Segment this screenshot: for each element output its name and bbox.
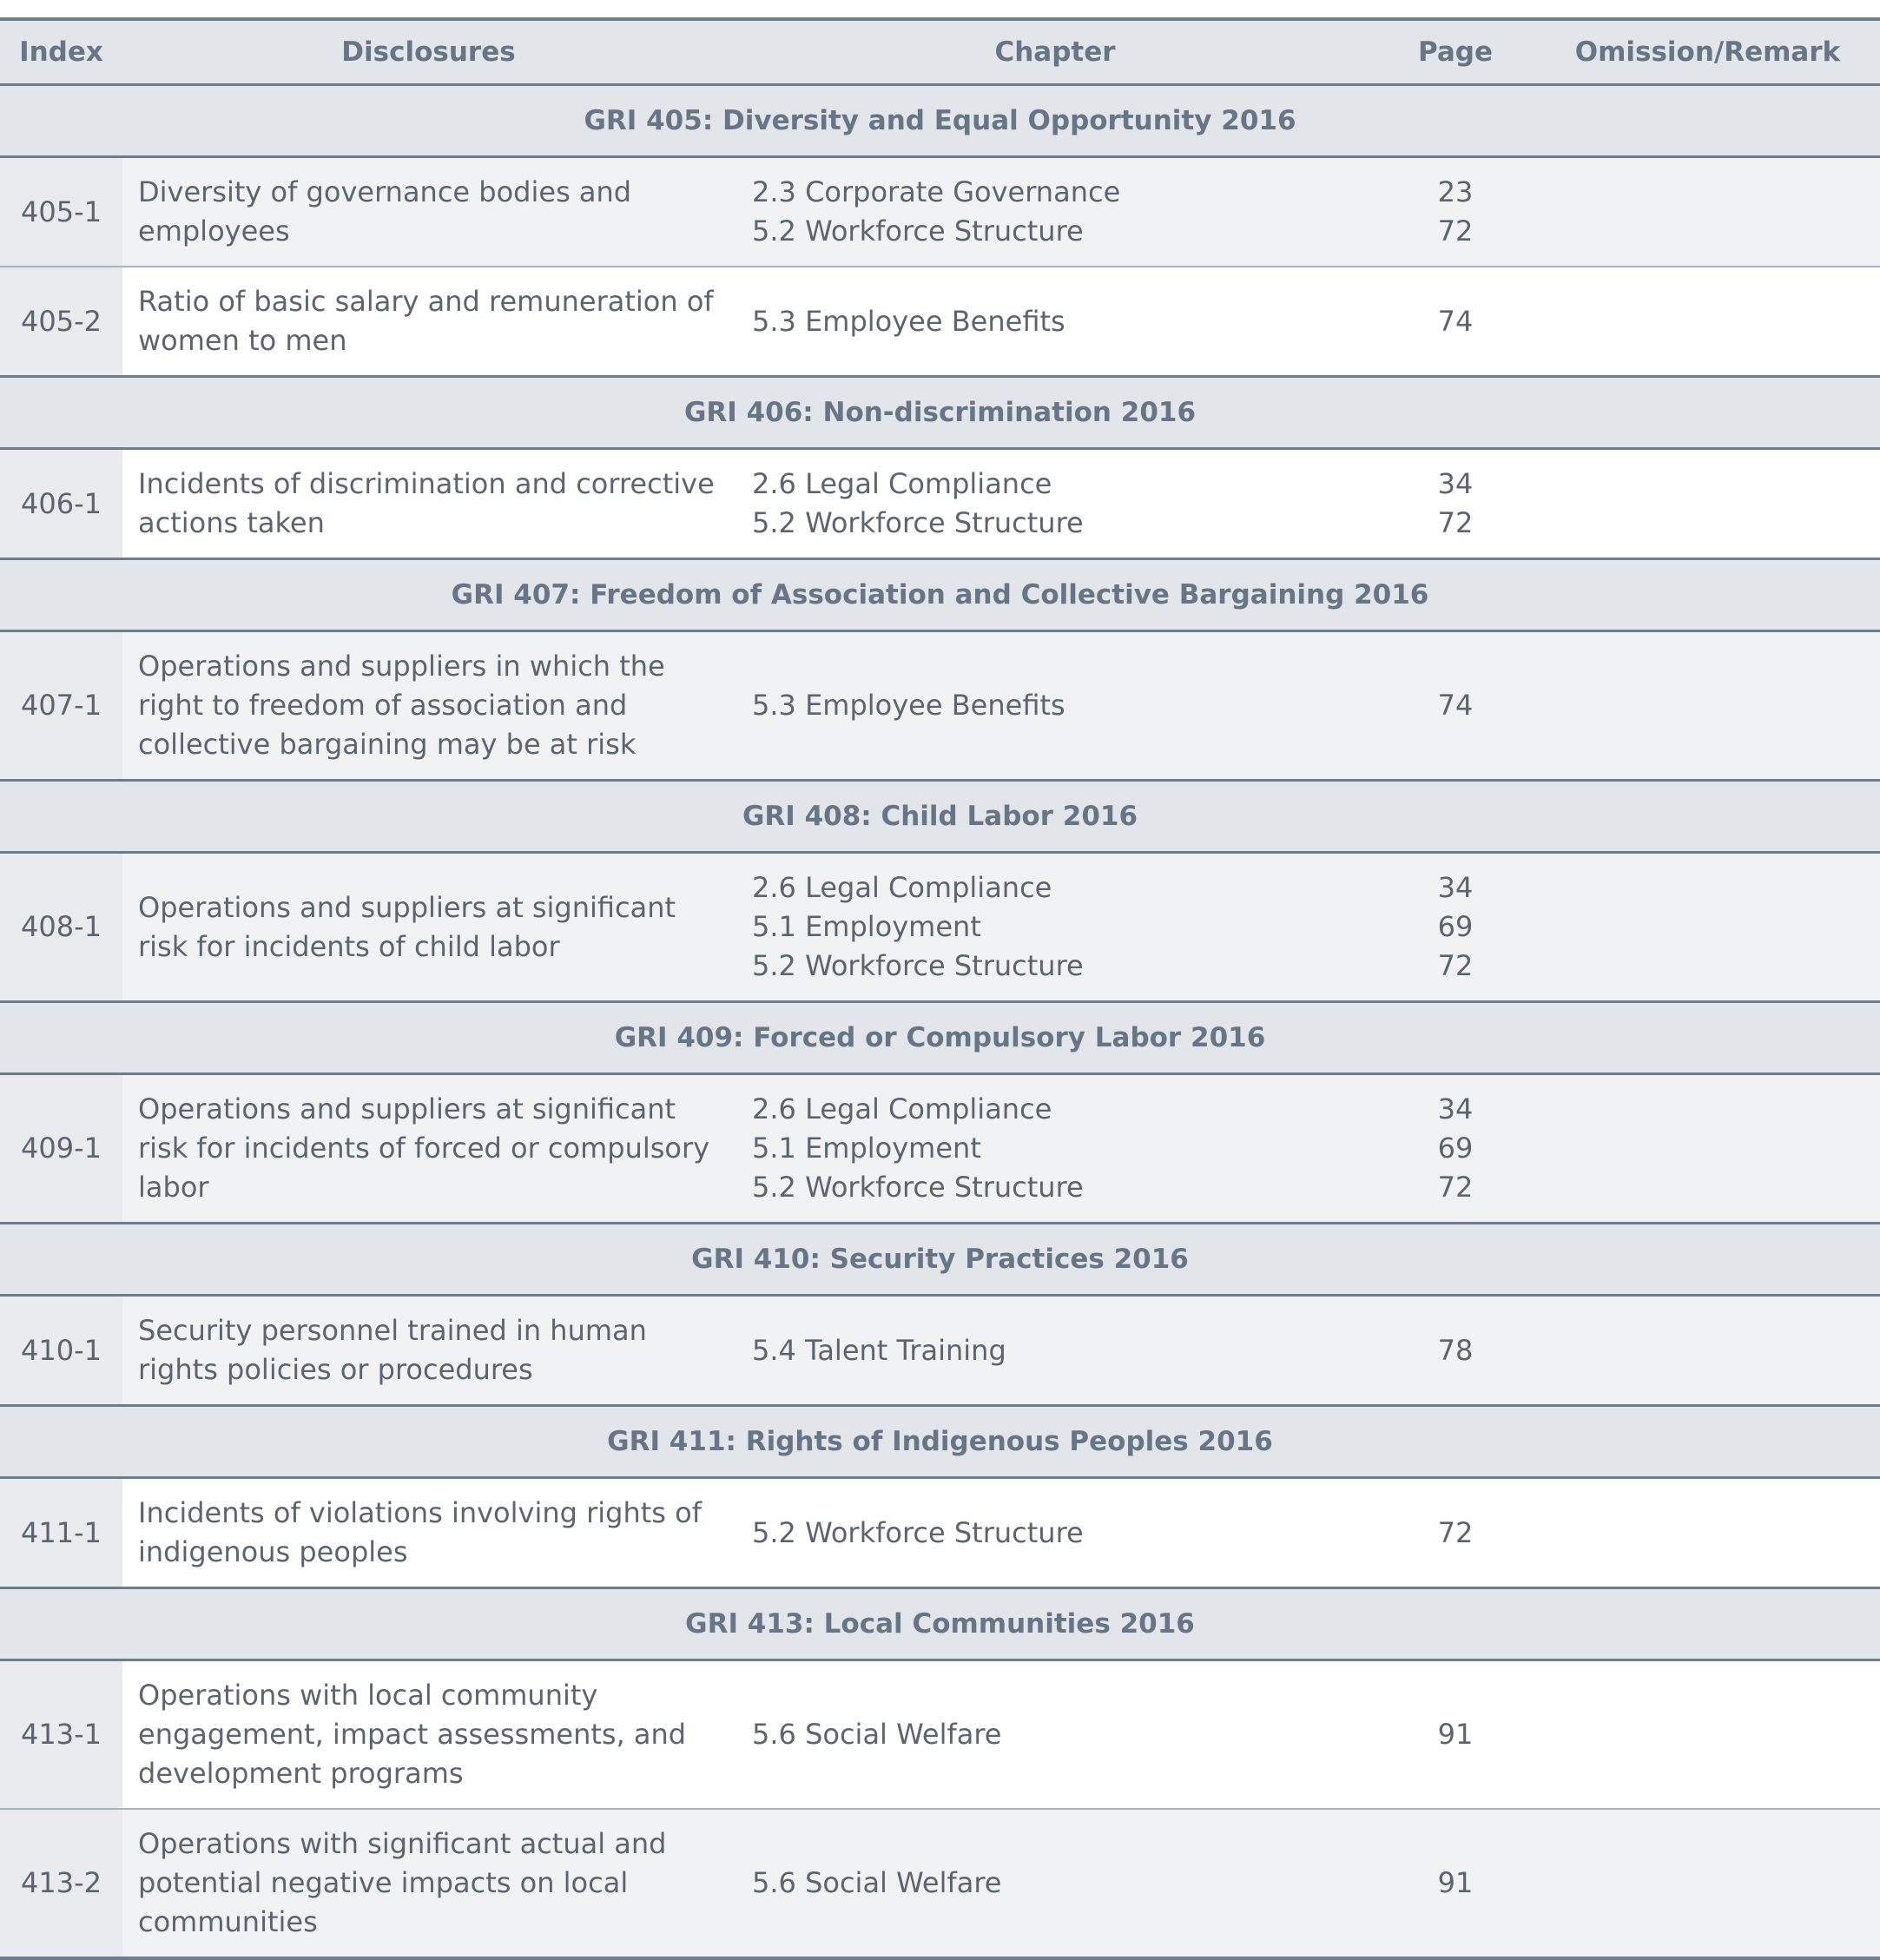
page-number: 34 [1437, 1092, 1474, 1125]
chapter-cell [735, 267, 1375, 377]
chapter-cell [735, 631, 1375, 781]
table-header-row [0, 19, 1880, 85]
page-cell [1375, 1478, 1535, 1588]
chapter-reference: 2.3 Corporate Governance [752, 175, 1121, 208]
page-cell [1375, 157, 1535, 267]
section-header-row [0, 85, 1880, 157]
table-body [0, 85, 1880, 1959]
section-title: GRI 407: Freedom of Association and Collective Bargaining 2016 [0, 559, 1880, 631]
page-number: 74 [1437, 689, 1474, 722]
page-cell [1375, 449, 1535, 559]
disclosure-index: 406-1 [0, 449, 122, 559]
chapter-reference: 5.3 Employee Benefits [752, 689, 1065, 722]
disclosure-text: Security personnel trained in human rights policies or procedures [138, 1314, 647, 1386]
disclosure-cell [122, 1478, 735, 1588]
chapter-reference: 5.2 Workforce Structure [752, 1171, 1084, 1204]
section-header-row [0, 377, 1880, 449]
chapter-cell [735, 449, 1375, 559]
disclosure-cell [122, 1296, 735, 1406]
omission-remark-cell [1535, 1809, 1880, 1958]
disclosure-text: Diversity of governance bodies and employees [138, 175, 632, 247]
table-row [0, 853, 1880, 1002]
omission-remark-cell [1535, 1478, 1880, 1588]
page-number: 91 [1437, 1866, 1474, 1899]
disclosure-index: 407-1 [0, 631, 122, 781]
chapter-reference: 5.2 Workforce Structure [752, 214, 1084, 247]
chapter-reference: 5.4 Talent Training [752, 1333, 1006, 1367]
page-number: 72 [1437, 214, 1474, 247]
disclosure-text: Operations and suppliers at significant risk for incidents of child labor [138, 890, 676, 963]
disclosure-cell [122, 631, 735, 781]
header-omission-remark: Omission/Remark [1535, 19, 1880, 85]
omission-remark-cell [1535, 1074, 1880, 1224]
page-cell [1375, 1660, 1535, 1810]
page-number: 72 [1437, 1171, 1474, 1204]
section-header-row [0, 1224, 1880, 1296]
page-cell [1375, 631, 1535, 781]
page-number: 72 [1437, 506, 1474, 539]
disclosure-index: 413-1 [0, 1660, 122, 1810]
disclosure-text: Incidents of violations involving rights of indigenous peoples [138, 1496, 702, 1568]
page-number: 34 [1437, 467, 1474, 500]
section-title: GRI 410: Security Practices 2016 [0, 1224, 1880, 1296]
table-row [0, 1660, 1880, 1810]
page-number: 69 [1437, 1132, 1474, 1165]
omission-remark-cell [1535, 267, 1880, 377]
chapter-reference: 5.6 Social Welfare [752, 1718, 1002, 1751]
page-cell [1375, 1809, 1535, 1958]
chapter-reference: 5.1 Employment [752, 1132, 981, 1165]
disclosure-cell [122, 1660, 735, 1810]
table-row [0, 157, 1880, 267]
table-row [0, 1809, 1880, 1958]
disclosure-index: 405-2 [0, 267, 122, 377]
disclosure-cell [122, 449, 735, 559]
gri-content-index-table [0, 17, 1880, 1960]
chapter-cell [735, 1074, 1375, 1224]
omission-remark-cell [1535, 1660, 1880, 1810]
disclosure-cell [122, 1809, 735, 1958]
chapter-cell [735, 1478, 1375, 1588]
section-title: GRI 413: Local Communities 2016 [0, 1588, 1880, 1660]
chapter-reference: 5.6 Social Welfare [752, 1866, 1002, 1899]
disclosure-index: 409-1 [0, 1074, 122, 1224]
section-header-row [0, 1588, 1880, 1660]
page-cell [1375, 853, 1535, 1002]
page-cell [1375, 1296, 1535, 1406]
section-title: GRI 409: Forced or Compulsory Labor 2016 [0, 1002, 1880, 1074]
disclosure-text: Operations and suppliers at significant risk for incidents of forced or compulsory labor [138, 1092, 710, 1204]
header-index: Index [0, 19, 122, 85]
section-title: GRI 408: Child Labor 2016 [0, 781, 1880, 853]
disclosure-text: Incidents of discrimination and corrective actions taken [138, 467, 715, 539]
table-row [0, 449, 1880, 559]
header-disclosures: Disclosures [122, 19, 735, 85]
table-row [0, 1074, 1880, 1224]
disclosure-index: 408-1 [0, 853, 122, 1002]
omission-remark-cell [1535, 631, 1880, 781]
page-number: 74 [1437, 304, 1474, 338]
section-header-row [0, 781, 1880, 853]
chapter-reference: 5.1 Employment [752, 910, 981, 943]
chapter-reference: 5.2 Workforce Structure [752, 949, 1084, 982]
disclosure-index: 413-2 [0, 1809, 122, 1958]
chapter-cell [735, 1809, 1375, 1958]
page-number: 78 [1437, 1333, 1474, 1367]
disclosure-index: 411-1 [0, 1478, 122, 1588]
chapter-reference: 5.2 Workforce Structure [752, 506, 1084, 539]
page-number: 72 [1437, 1515, 1474, 1549]
page-number: 91 [1437, 1718, 1474, 1751]
section-title: GRI 405: Diversity and Equal Opportunity 2016 [0, 85, 1880, 157]
disclosure-index: 410-1 [0, 1296, 122, 1406]
disclosure-text: Operations and suppliers in which the right to freedom of association and collective bargaining may be at risk [138, 650, 665, 761]
page-number: 72 [1437, 949, 1474, 982]
section-title: GRI 411: Rights of Indigenous Peoples 2016 [0, 1406, 1880, 1478]
chapter-cell [735, 1296, 1375, 1406]
table-row [0, 1296, 1880, 1406]
page-number: 34 [1437, 871, 1474, 904]
page-cell [1375, 267, 1535, 377]
table-row [0, 631, 1880, 781]
page-number: 23 [1437, 175, 1474, 208]
chapter-reference: 5.2 Workforce Structure [752, 1515, 1084, 1549]
section-header-row [0, 559, 1880, 631]
chapter-cell [735, 157, 1375, 267]
header-chapter: Chapter [735, 19, 1375, 85]
omission-remark-cell [1535, 1296, 1880, 1406]
chapter-reference: 2.6 Legal Compliance [752, 871, 1052, 904]
page-number: 69 [1437, 910, 1474, 943]
omission-remark-cell [1535, 853, 1880, 1002]
disclosure-index: 405-1 [0, 157, 122, 267]
page-cell [1375, 1074, 1535, 1224]
chapter-reference: 2.6 Legal Compliance [752, 1092, 1052, 1125]
disclosure-cell [122, 1074, 735, 1224]
chapter-cell [735, 1660, 1375, 1810]
section-header-row [0, 1002, 1880, 1074]
disclosure-cell [122, 267, 735, 377]
omission-remark-cell [1535, 449, 1880, 559]
chapter-reference: 5.3 Employee Benefits [752, 304, 1065, 338]
table-row [0, 267, 1880, 377]
disclosure-text: Ratio of basic salary and remuneration of women to men [138, 285, 714, 357]
table-row [0, 1478, 1880, 1588]
section-title: GRI 406: Non-discrimination 2016 [0, 377, 1880, 449]
disclosure-cell [122, 157, 735, 267]
section-header-row [0, 1406, 1880, 1478]
header-page: Page [1375, 19, 1535, 85]
omission-remark-cell [1535, 157, 1880, 267]
chapter-cell [735, 853, 1375, 1002]
disclosure-text: Operations with local community engagement, impact assessments, and development programs [138, 1679, 687, 1790]
chapter-reference: 2.6 Legal Compliance [752, 467, 1052, 500]
disclosure-text: Operations with significant actual and potential negative impacts on local communities [138, 1827, 667, 1938]
disclosure-cell [122, 853, 735, 1002]
